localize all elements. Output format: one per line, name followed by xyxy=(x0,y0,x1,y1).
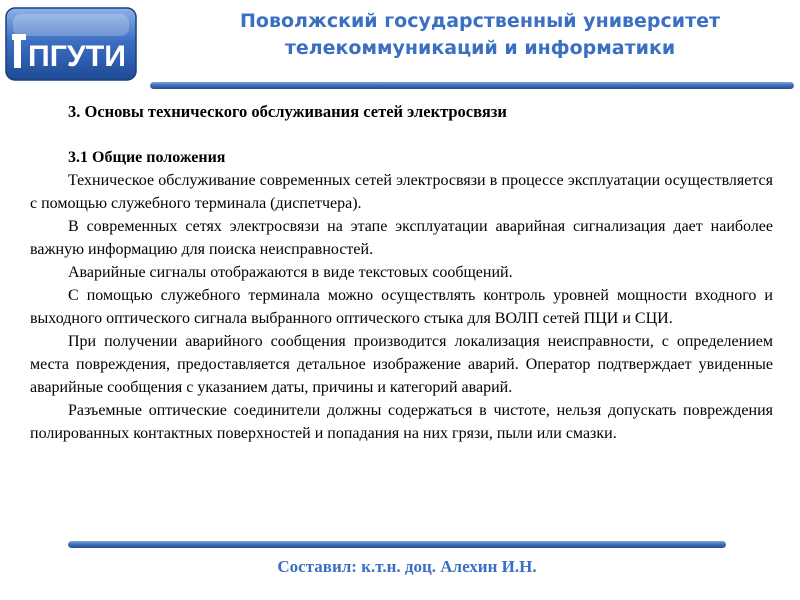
author-credit: Составил: к.т.н. доц. Алехин И.Н. xyxy=(277,557,537,576)
paragraph: Техническое обслуживание современных сетей электросвязи в процессе эксплуатации осуществляется с помощью служебного терминала (диспетчера). xyxy=(30,172,773,212)
main-content xyxy=(30,100,773,445)
subsection-title: 3.1 Общие положения xyxy=(68,149,226,166)
section-title: 3. Основы технического обслуживания сетей электросвязи xyxy=(68,102,507,121)
university-name-line1: Поволжский государственный университет xyxy=(239,10,721,32)
paragraph: Разъемные оптические соединители должны содержаться в чистоте, нельзя допускать повреждения полированных контактных поверхностей и попадания на них грязи, пыли или смазки. xyxy=(30,402,773,442)
paragraph: В современных сетях электросвязи на этапе эксплуатации аварийная сигнализация дает наиболее важную информацию для поиска неисправностей. xyxy=(30,218,773,258)
header-divider xyxy=(150,76,794,83)
paragraph: При получении аварийного сообщения производится локализация неисправности, с определением места повреждения, предоставляется детальное изображение аварий. Оператор подтверждает увиденные аварийные сообщения с указанием даты, причины и категорий аварий. xyxy=(30,333,773,396)
footer-divider xyxy=(68,535,726,542)
paragraph: С помощью служебного терминала можно осуществлять контроль уровней мощности входного и выходного оптического сигнала выбранного оптического стыка для ВОЛП сетей ПЦИ и СЦИ. xyxy=(30,287,773,327)
paragraph: Аварийные сигналы отображаются в виде текстовых сообщений. xyxy=(68,264,513,281)
university-name-line2: телекоммуникаций и информатики xyxy=(284,37,676,59)
university-name xyxy=(170,8,790,62)
university-logo xyxy=(4,6,138,82)
logo-text: ПГУТИ xyxy=(28,40,126,73)
